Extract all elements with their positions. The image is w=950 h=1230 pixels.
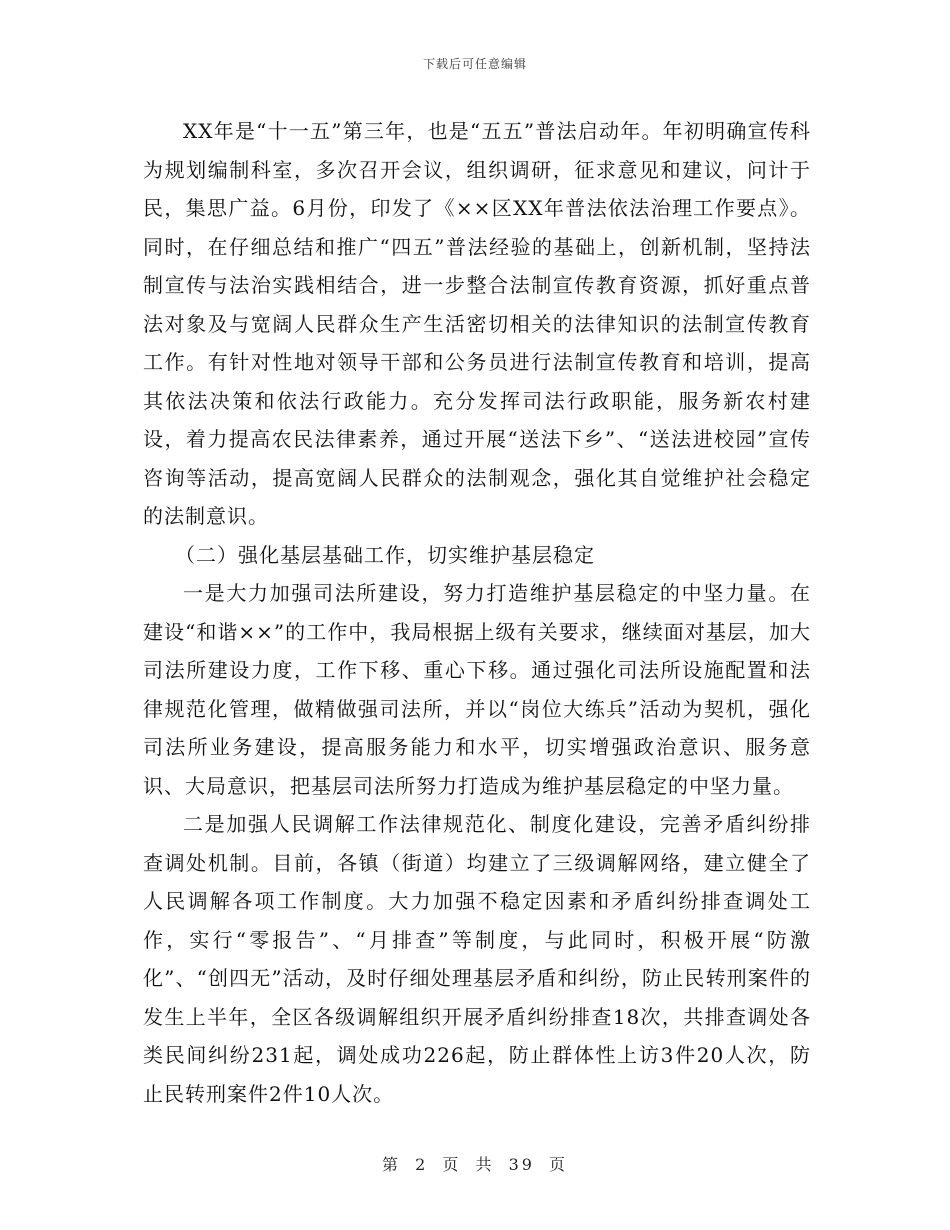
paragraph-mediation: 二是加强人民调解工作法律规范化、制度化建设，完善矛盾纠纷排查调处机制。目前，各镇（街道）均建立了三级调解网络，建立健全了人民调解各项工作制度。大力加强不稳定因素和矛盾纠纷排查调处工作，实行“零报告”、“月排查”等制度，与此同时，积极开展“防激化”、“创四无”活动，及时仔细处理基层矛盾和纠纷，防止民转刑案件的发生上半年，全区各级调解组织开展矛盾纠纷排查18次，共排查调处各类民间纠纷231起，调处成功226起，防止群体性上访3件20人次，防止民转刑案件2件10人次。 <box>143 812 811 1106</box>
document-body <box>143 112 811 1113</box>
paragraph-judicial-office: 一是大力加强司法所建设，努力打造维护基层稳定的中坚力量。在建设“和谐××”的工作中，我局根据上级有关要求，继续面对基层，加大司法所建设力度，工作下移、重心下移。通过强化司法所设施配置和法律规范化管理，做精做强司法所，并以“岗位大练兵”活动为契机，强化司法所业务建设，提高服务能力和水平，切实增强政治意识、服务意识、大局意识，把基层司法所努力打造成为维护基层稳定的中坚力量。 <box>143 581 811 798</box>
paragraph-law-publicity: XX年是“十一五”第三年，也是“五五”普法启动年。年初明确宣传科为规划编制科室，多次召开会议，组织调研，征求意见和建议，问计于民，集思广益。6月份，印发了《××区XX年普法依法治理工作要点》。同时，在仔细总结和推广“四五”普法经验的基础上，创新机制，坚持法制宣传与法治实践相结合，进一步整合法制宣传教育资源，抓好重点普法对象及与宽阔人民群众生产生活密切相关的法律知识的法制宣传教育工作。有针对性地对领导干部和公务员进行法制宣传教育和培训，提高其依法决策和依法行政能力。充分发挥司法行政职能，服务新农村建设，着力提高农民法律素养，通过开展“送法下乡”、“送法进校园”宣传咨询等活动，提高宽阔人民群众的法制观念，强化其自觉维护社会稳定的法制意识。 <box>143 119 811 528</box>
footer-total-suffix: 页 <box>549 1155 569 1174</box>
footer-total-prefix: 共 <box>475 1155 495 1174</box>
section-heading-grassroots: （二）强化基层基础工作，切实维护基层稳定 <box>175 542 595 567</box>
footer-total-pages: 39 <box>508 1155 535 1174</box>
footer-current-page: 2 <box>415 1155 429 1174</box>
footer-prefix: 第 <box>381 1155 401 1174</box>
page-header-note: 下载后可任意编辑 <box>422 57 527 71</box>
page-footer <box>0 1152 950 1175</box>
footer-page-label: 页 <box>442 1155 462 1174</box>
